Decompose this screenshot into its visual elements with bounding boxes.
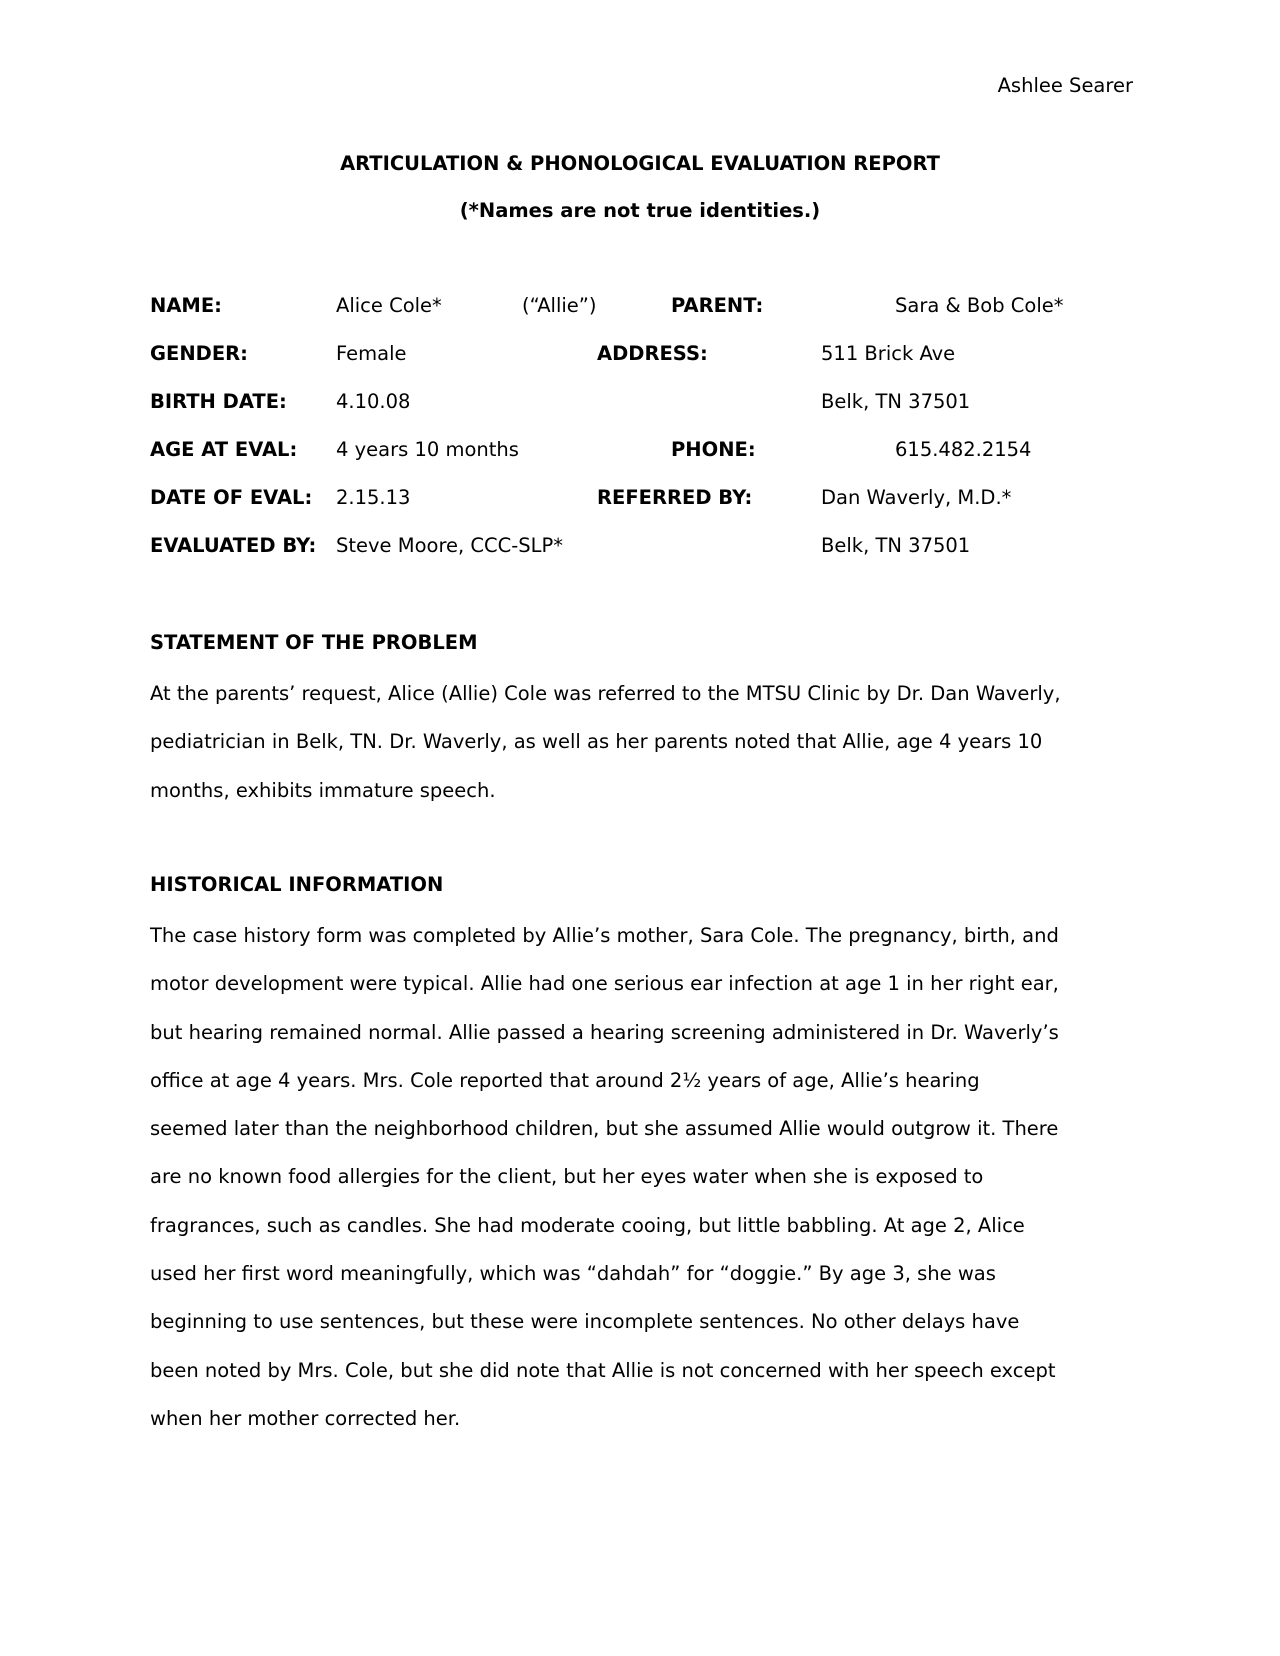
age-label: AGE AT EVAL: [150, 438, 298, 461]
paragraph-line: motor development were typical. Allie had one serious ear infection at age 1 in her right ear, [150, 972, 1059, 996]
evaluated-by-value: Steve Moore, CCC-SLP* [336, 534, 564, 557]
paragraph-line: beginning to use sentences, but these were incomplete sentences. No other delays have [150, 1310, 1020, 1334]
paragraph-line: At the parents’ request, Alice (Allie) Cole was referred to the MTSU Clinic by Dr. Dan Waverly, [150, 682, 1061, 705]
parent-value: Sara & Bob Cole* [895, 294, 1064, 317]
history-heading: HISTORICAL INFORMATION [150, 873, 444, 896]
date-of-eval-label: DATE OF EVAL: [150, 486, 313, 509]
paragraph-line: months, exhibits immature speech. [150, 778, 496, 802]
parent-label: PARENT: [671, 294, 764, 317]
address-label: ADDRESS: [597, 342, 708, 365]
paragraph-line: fragrances, such as candles. She had moderate cooing, but little babbling. At age 2, Alice [150, 1213, 1025, 1237]
referrer-city: Belk, TN 37501 [821, 534, 971, 557]
referred-by-value: Dan Waverly, M.D.* [821, 486, 1012, 509]
birth-date-label: BIRTH DATE: [150, 390, 287, 413]
paragraph-line: seemed later than the neighborhood children, but she assumed Allie would outgrow it. There [150, 1117, 1059, 1141]
paragraph-line: when her mother corrected her. [150, 1406, 461, 1430]
problem-heading: STATEMENT OF THE PROBLEM [150, 631, 478, 654]
paragraph-line: been noted by Mrs. Cole, but she did note that Allie is not concerned with her speech except [150, 1358, 1056, 1382]
paragraph-line: office at age 4 years. Mrs. Cole reported that around 2½ years of age, Allie’s hearing [150, 1068, 980, 1092]
address-line2: Belk, TN 37501 [821, 390, 971, 413]
paragraph-line: but hearing remained normal. Allie passed a hearing screening administered in Dr. Waverly’s [150, 1020, 1059, 1044]
paragraph-line: are no known food allergies for the client, but her eyes water when she is exposed to [150, 1165, 984, 1189]
problem-paragraph [150, 670, 1140, 815]
birth-date-value: 4.10.08 [336, 390, 411, 413]
gender-label: GENDER: [150, 342, 248, 365]
report-subtitle: (*Names are not true identities.) [459, 199, 821, 222]
phone-label: PHONE: [671, 438, 756, 461]
name-value: Alice Cole* [336, 294, 442, 317]
paragraph-line: used her first word meaningfully, which was “dahdah” for “doggie.” By age 3, she was [150, 1262, 996, 1286]
referred-by-label: REFERRED BY: [597, 486, 753, 509]
paragraph-line: pediatrician in Belk, TN. Dr. Waverly, as well as her parents noted that Allie, age 4 years 10 [150, 730, 1043, 754]
nickname-value: (“Allie”) [522, 294, 597, 317]
paragraph-line: The case history form was completed by Allie’s mother, Sara Cole. The pregnancy, birth, and [150, 924, 1059, 947]
age-value: 4 years 10 months [336, 438, 519, 461]
author-name: Ashlee Searer [997, 74, 1133, 97]
evaluated-by-label: EVALUATED BY: [150, 534, 317, 557]
history-paragraph [150, 912, 1140, 1443]
gender-value: Female [336, 342, 407, 365]
name-label: NAME: [150, 294, 222, 317]
report-title: ARTICULATION & PHONOLOGICAL EVALUATION REPORT [340, 152, 940, 175]
date-of-eval-value: 2.15.13 [336, 486, 411, 509]
phone-value: 615.482.2154 [895, 438, 1032, 461]
address-line1: 511 Brick Ave [821, 342, 956, 365]
